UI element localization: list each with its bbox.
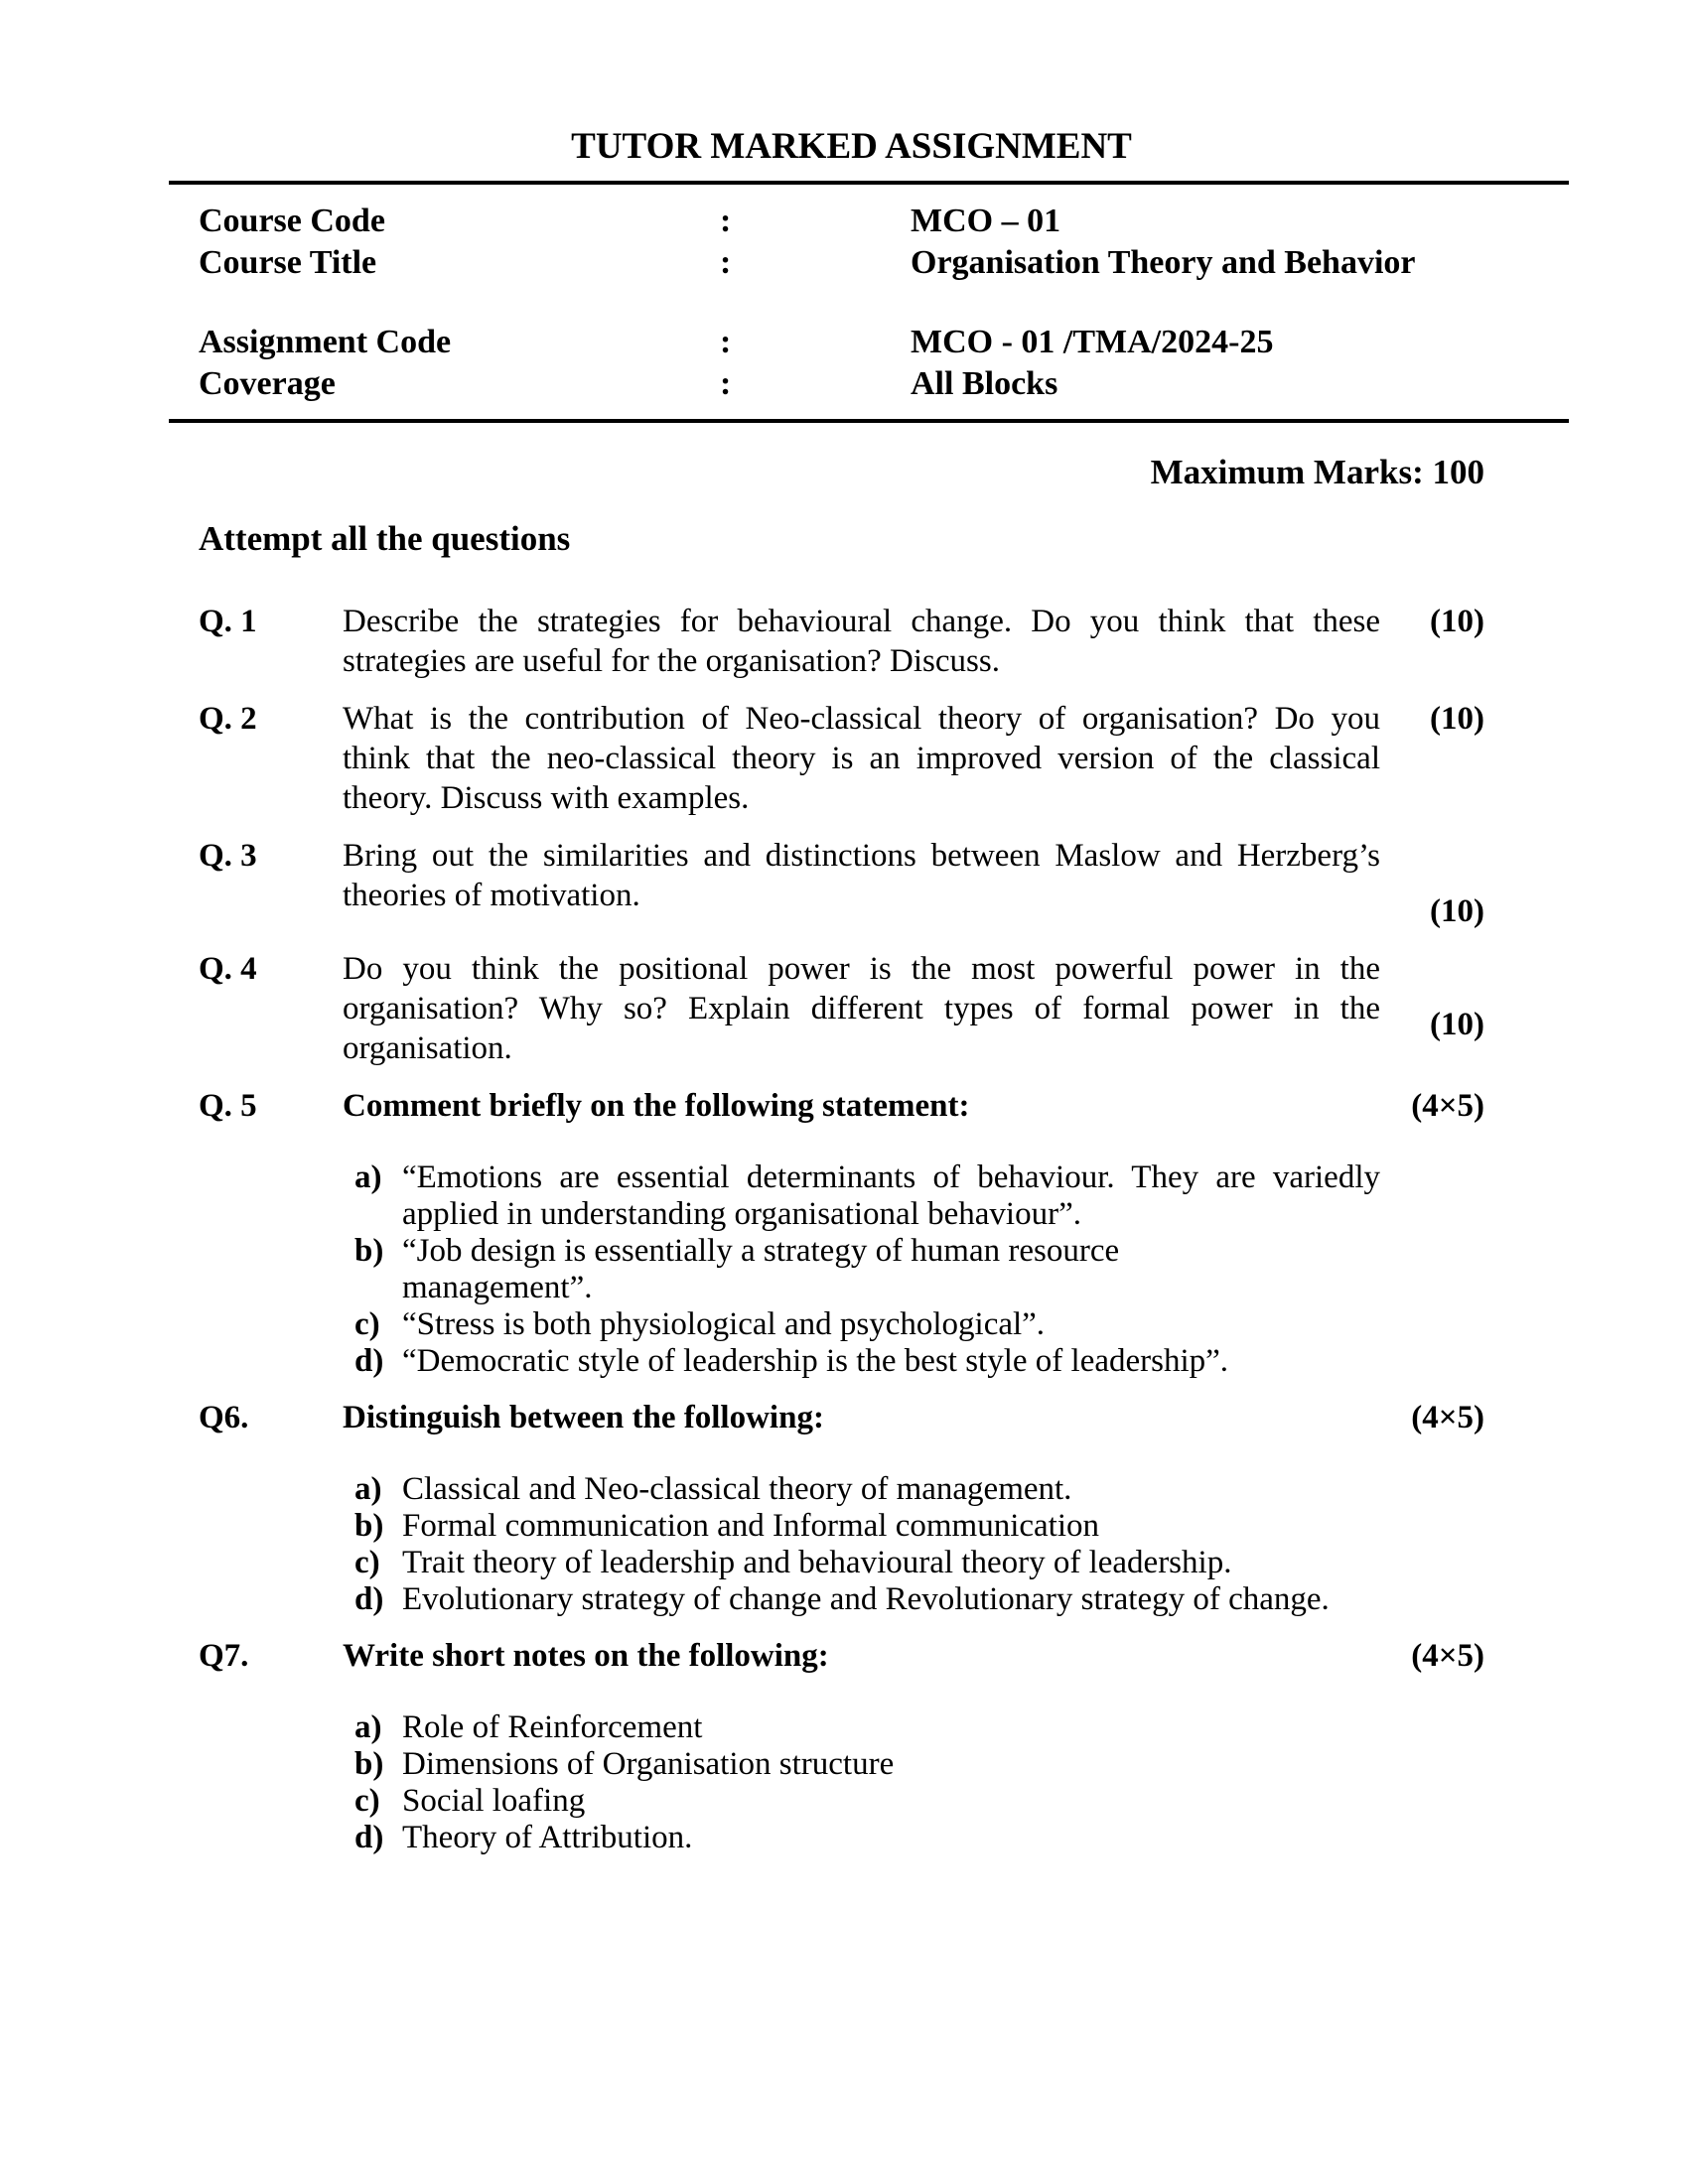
meta-value: Organisation Theory and Behavior bbox=[911, 244, 1416, 281]
text-line: “Stress is both physiological and psychological”. bbox=[402, 1306, 1046, 1342]
meta-row bbox=[199, 201, 1484, 242]
question-body bbox=[343, 1086, 1380, 1380]
text-line: What is the contribution of Neo-classical theory of organisation? Do you bbox=[343, 701, 1380, 737]
question-heading: Write short notes on the following: bbox=[343, 1638, 829, 1674]
list-item bbox=[354, 1233, 1380, 1306]
list-item bbox=[354, 1508, 1380, 1545]
question-marks: (10) bbox=[1430, 1007, 1484, 1042]
question-marks: (10) bbox=[1430, 893, 1484, 929]
question-body bbox=[343, 836, 1380, 931]
question-marks: (4×5) bbox=[1411, 1400, 1484, 1435]
list-item bbox=[354, 1471, 1380, 1508]
question-body bbox=[343, 699, 1380, 818]
list-item bbox=[354, 1581, 1380, 1618]
list-item bbox=[354, 1343, 1380, 1380]
item-letter: b) bbox=[354, 1233, 384, 1269]
meta-label: Course Code bbox=[199, 203, 385, 239]
question-number: Q7. bbox=[199, 1638, 249, 1674]
item-letter: d) bbox=[354, 1343, 384, 1379]
question-body bbox=[343, 1398, 1380, 1618]
question-block bbox=[199, 1398, 1484, 1618]
question-number: Q. 5 bbox=[199, 1088, 257, 1124]
text-line: Describe the strategies for behavioural change. Do you think that these bbox=[343, 604, 1380, 639]
text-line: “Democratic style of leadership is the best style of leadership”. bbox=[402, 1343, 1229, 1379]
list-item bbox=[354, 1746, 1380, 1783]
question-body bbox=[343, 1636, 1380, 1856]
course-info-table bbox=[169, 201, 1484, 405]
text-line: Social loafing bbox=[402, 1783, 586, 1819]
question-marks: (4×5) bbox=[1411, 1088, 1484, 1124]
item-letter: c) bbox=[354, 1306, 380, 1342]
question-body bbox=[343, 602, 1380, 681]
item-text bbox=[402, 1545, 1380, 1581]
question-block bbox=[199, 949, 1484, 1068]
meta-colon: : bbox=[720, 203, 732, 239]
item-letter: b) bbox=[354, 1508, 384, 1544]
meta-value: MCO - 01 /TMA/2024-25 bbox=[911, 324, 1274, 360]
question-block bbox=[199, 602, 1484, 681]
meta-colon: : bbox=[720, 244, 732, 281]
text-line: Do you think the positional power is the most powerful power in the bbox=[343, 951, 1380, 987]
item-text bbox=[402, 1343, 1380, 1380]
text-line: theories of motivation. bbox=[343, 878, 640, 913]
attempt-instruction: Attempt all the questions bbox=[199, 519, 571, 558]
text-line: management”. bbox=[402, 1270, 593, 1305]
text-line: Dimensions of Organisation structure bbox=[402, 1746, 895, 1782]
question-block bbox=[199, 699, 1484, 818]
list-item bbox=[354, 1306, 1380, 1343]
item-text bbox=[402, 1160, 1380, 1233]
sub-item-list bbox=[343, 1709, 1380, 1856]
item-letter: d) bbox=[354, 1820, 384, 1855]
meta-row bbox=[199, 363, 1484, 405]
item-letter: a) bbox=[354, 1709, 382, 1745]
list-item bbox=[354, 1820, 1380, 1856]
text-line: Classical and Neo-classical theory of management. bbox=[402, 1471, 1072, 1507]
meta-label: Course Title bbox=[199, 244, 377, 281]
text-line: think that the neo-classical theory is an improved version of the classical bbox=[343, 741, 1380, 776]
item-text bbox=[402, 1820, 1380, 1856]
text-line: Trait theory of leadership and behavioural theory of leadership. bbox=[402, 1545, 1232, 1580]
text-line: organisation. bbox=[343, 1030, 512, 1066]
item-text bbox=[402, 1306, 1380, 1343]
item-letter: c) bbox=[354, 1783, 380, 1819]
question-marks: (4×5) bbox=[1411, 1638, 1484, 1674]
meta-colon: : bbox=[720, 365, 732, 402]
maximum-marks: Maximum Marks: 100 bbox=[1150, 453, 1484, 491]
question-number: Q. 2 bbox=[199, 701, 257, 737]
meta-label: Assignment Code bbox=[199, 324, 452, 360]
question-number: Q. 1 bbox=[199, 604, 257, 639]
text-line: strategies are useful for the organisation? Discuss. bbox=[343, 643, 1000, 679]
question-block bbox=[199, 1086, 1484, 1380]
item-text bbox=[402, 1709, 1380, 1746]
text-line: Role of Reinforcement bbox=[402, 1709, 703, 1745]
question-body bbox=[343, 949, 1380, 1068]
header-rule bbox=[169, 419, 1569, 423]
text-line: Evolutionary strategy of change and Revolutionary strategy of change. bbox=[402, 1581, 1330, 1617]
meta-colon: : bbox=[720, 324, 732, 360]
list-item bbox=[354, 1545, 1380, 1581]
question-marks: (10) bbox=[1430, 604, 1484, 639]
question-heading: Comment briefly on the following statement: bbox=[343, 1088, 970, 1124]
item-letter: d) bbox=[354, 1581, 384, 1617]
item-text bbox=[402, 1471, 1380, 1508]
list-item bbox=[354, 1160, 1380, 1233]
item-letter: c) bbox=[354, 1545, 380, 1580]
item-text bbox=[402, 1783, 1380, 1820]
item-letter: a) bbox=[354, 1160, 382, 1195]
question-list bbox=[169, 602, 1484, 1856]
list-item bbox=[354, 1709, 1380, 1746]
item-letter: b) bbox=[354, 1746, 384, 1782]
text-line: “Job design is essentially a strategy of human resource bbox=[402, 1233, 1120, 1269]
top-rule bbox=[169, 181, 1569, 185]
item-text bbox=[402, 1508, 1380, 1545]
item-text bbox=[402, 1233, 1380, 1306]
meta-value: MCO – 01 bbox=[911, 203, 1061, 239]
question-heading: Distinguish between the following: bbox=[343, 1400, 824, 1435]
sub-item-list bbox=[343, 1471, 1380, 1618]
text-line: “Emotions are essential determinants of behaviour. They are variedly bbox=[402, 1160, 1380, 1195]
meta-label: Coverage bbox=[199, 365, 336, 402]
question-block bbox=[199, 836, 1484, 931]
page-title: TUTOR MARKED ASSIGNMENT bbox=[571, 126, 1132, 167]
text-line: Formal communication and Informal communication bbox=[402, 1508, 1099, 1544]
sub-item-list bbox=[343, 1160, 1380, 1380]
meta-value: All Blocks bbox=[911, 365, 1058, 402]
question-number: Q. 3 bbox=[199, 838, 257, 874]
text-line: organisation? Why so? Explain different types of formal power in the bbox=[343, 991, 1380, 1026]
text-line: applied in understanding organisational behaviour”. bbox=[402, 1196, 1081, 1232]
question-block bbox=[199, 1636, 1484, 1856]
meta-row bbox=[199, 242, 1484, 284]
text-line: Bring out the similarities and distinctions between Maslow and Herzberg’s bbox=[343, 838, 1380, 874]
item-letter: a) bbox=[354, 1471, 382, 1507]
question-number: Q. 4 bbox=[199, 951, 257, 987]
item-text bbox=[402, 1581, 1380, 1618]
question-number: Q6. bbox=[199, 1400, 249, 1435]
meta-row bbox=[199, 322, 1484, 363]
text-line: Theory of Attribution. bbox=[402, 1820, 693, 1855]
item-text bbox=[402, 1746, 1380, 1783]
list-item bbox=[354, 1783, 1380, 1820]
text-line: theory. Discuss with examples. bbox=[343, 780, 750, 816]
question-marks: (10) bbox=[1430, 701, 1484, 737]
